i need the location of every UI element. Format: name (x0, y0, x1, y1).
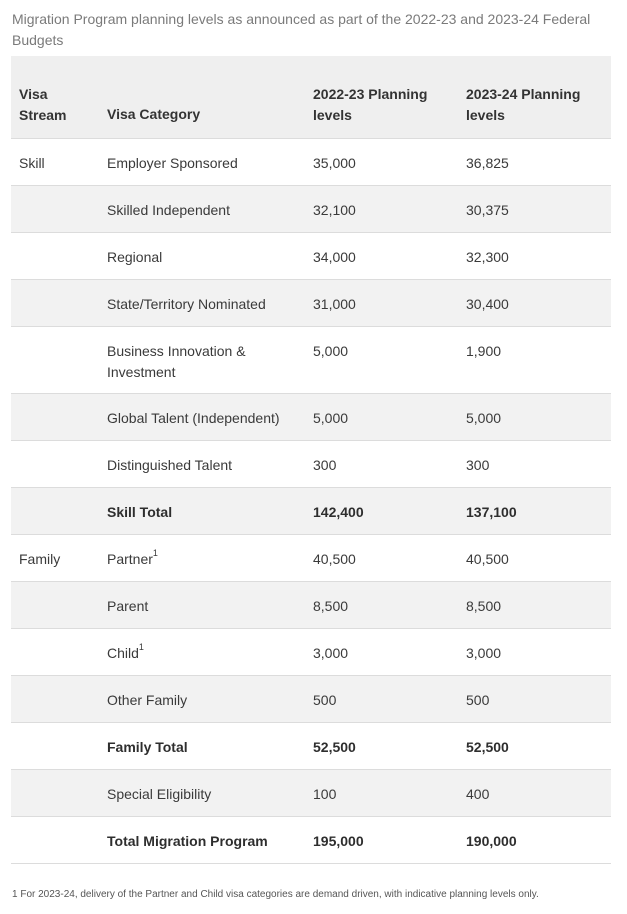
cell-2023-24-text: 8,500 (466, 597, 502, 614)
header-2023-24: 2023-24 Planning levels (458, 56, 611, 138)
cell-2022-23-text: 52,500 (313, 738, 356, 755)
cell-visa-stream (11, 279, 99, 326)
cell-2022-23 (305, 232, 458, 279)
cell-2023-24-text: 52,500 (466, 738, 509, 755)
cell-visa-category (99, 534, 305, 581)
cell-2023-24-text: 30,400 (466, 295, 509, 312)
cell-2023-24 (458, 769, 611, 816)
cell-2023-24-text: 400 (466, 785, 490, 802)
table-row (11, 440, 611, 487)
header-2022-23: 2022-23 Planning levels (305, 56, 458, 138)
table-header-row (11, 56, 611, 138)
cell-2023-24 (458, 628, 611, 675)
cell-2022-23 (305, 279, 458, 326)
table-row (11, 326, 611, 393)
cell-visa-stream (11, 722, 99, 769)
cell-visa-category-text: Distinguished Talent (107, 456, 233, 473)
cell-visa-category-text: Family Total (107, 738, 188, 755)
cell-2023-24 (458, 487, 611, 534)
cell-visa-category-text: Special Eligibility (107, 785, 212, 802)
cell-2023-24 (458, 185, 611, 232)
cell-visa-stream (11, 769, 99, 816)
cell-visa-category (99, 326, 305, 393)
cell-2022-23-text: 500 (313, 691, 337, 708)
cell-visa-stream (11, 393, 99, 440)
table-row (11, 534, 611, 581)
cell-visa-category (99, 769, 305, 816)
cell-2023-24-text: 190,000 (466, 832, 517, 849)
table-row (11, 138, 611, 185)
cell-2022-23-text: 5,000 (313, 409, 349, 426)
cell-visa-stream-text: Family (19, 550, 61, 567)
cell-2022-23-text: 32,100 (313, 201, 356, 218)
cell-2023-24 (458, 675, 611, 722)
cell-visa-stream (11, 581, 99, 628)
cell-2022-23 (305, 816, 458, 863)
cell-visa-category (99, 440, 305, 487)
cell-visa-stream (11, 534, 99, 581)
cell-2022-23 (305, 138, 458, 185)
header-visa-stream: Visa Stream (11, 56, 99, 138)
footnote-marker: 1 (138, 641, 144, 652)
cell-visa-category-text: Child (107, 644, 139, 661)
cell-2023-24-text: 500 (466, 691, 490, 708)
table-row (11, 279, 611, 326)
cell-visa-category-text: Business Innovation & Investment (107, 342, 246, 380)
cell-visa-category-text: Regional (107, 248, 163, 265)
cell-2023-24-text: 30,375 (466, 201, 509, 218)
header-visa-category: Visa Category (99, 56, 305, 138)
cell-2023-24 (458, 722, 611, 769)
cell-visa-category-text: Global Talent (Independent) (107, 409, 280, 426)
cell-visa-category (99, 628, 305, 675)
cell-visa-category-text: Partner (107, 550, 153, 567)
cell-2023-24-text: 137,100 (466, 503, 517, 520)
cell-visa-stream (11, 816, 99, 863)
cell-2022-23-text: 34,000 (313, 248, 356, 265)
cell-2022-23 (305, 769, 458, 816)
cell-visa-category (99, 279, 305, 326)
cell-2023-24-text: 32,300 (466, 248, 509, 265)
cell-2023-24-text: 3,000 (466, 644, 502, 661)
cell-visa-stream (11, 675, 99, 722)
cell-visa-category-text: Skilled Independent (107, 201, 230, 218)
cell-2022-23-text: 142,400 (313, 503, 364, 520)
cell-visa-category (99, 393, 305, 440)
cell-visa-category-text: Total Migration Program (107, 832, 268, 849)
cell-2022-23 (305, 440, 458, 487)
cell-2023-24 (458, 581, 611, 628)
cell-visa-category (99, 232, 305, 279)
cell-2022-23-text: 100 (313, 785, 337, 802)
cell-2022-23 (305, 628, 458, 675)
cell-2022-23-text: 5,000 (313, 342, 349, 359)
cell-visa-stream (11, 628, 99, 675)
cell-2023-24-text: 300 (466, 456, 490, 473)
cell-2023-24 (458, 232, 611, 279)
cell-2023-24 (458, 440, 611, 487)
cell-visa-category (99, 816, 305, 863)
cell-2022-23 (305, 675, 458, 722)
table-row (11, 816, 611, 863)
cell-2022-23 (305, 185, 458, 232)
cell-visa-category-text: State/Territory Nominated (107, 295, 266, 312)
cell-visa-category (99, 722, 305, 769)
cell-2023-24-text: 1,900 (466, 342, 502, 359)
table-row (11, 769, 611, 816)
table-row (11, 722, 611, 769)
cell-2023-24 (458, 279, 611, 326)
cell-2022-23-text: 40,500 (313, 550, 356, 567)
cell-2022-23 (305, 393, 458, 440)
cell-2022-23-text: 3,000 (313, 644, 349, 661)
footnote: 1 For 2023-24, delivery of the Partner and Child visa categories are demand driven, with indicative planning levels only. (12, 889, 539, 900)
cell-2022-23 (305, 326, 458, 393)
cell-visa-category-text: Employer Sponsored (107, 154, 238, 171)
cell-2023-24-text: 5,000 (466, 409, 502, 426)
cell-2023-24-text: 36,825 (466, 154, 509, 171)
table-caption: Migration Program planning levels as announced as part of the 2022-23 and 2023-24 Federal Budgets (12, 11, 591, 48)
cell-visa-stream (11, 185, 99, 232)
cell-visa-stream (11, 138, 99, 185)
table-row (11, 628, 611, 675)
cell-visa-stream (11, 487, 99, 534)
cell-visa-category (99, 581, 305, 628)
cell-visa-category (99, 487, 305, 534)
footnote-marker: 1 (152, 547, 158, 558)
cell-2023-24 (458, 393, 611, 440)
cell-2023-24 (458, 534, 611, 581)
cell-visa-category (99, 138, 305, 185)
cell-2023-24-text: 40,500 (466, 550, 509, 567)
table-row (11, 232, 611, 279)
cell-visa-stream (11, 440, 99, 487)
cell-2022-23-text: 195,000 (313, 832, 364, 849)
table-row (11, 675, 611, 722)
cell-2022-23-text: 8,500 (313, 597, 349, 614)
cell-visa-category (99, 185, 305, 232)
cell-visa-stream (11, 326, 99, 393)
table-row (11, 581, 611, 628)
cell-2022-23-text: 300 (313, 456, 337, 473)
cell-visa-stream-text: Skill (19, 154, 45, 171)
cell-visa-category (99, 675, 305, 722)
cell-2022-23 (305, 487, 458, 534)
cell-2023-24 (458, 816, 611, 863)
cell-visa-category-text: Skill Total (107, 503, 173, 520)
cell-2022-23 (305, 722, 458, 769)
cell-2022-23 (305, 581, 458, 628)
migration-planning-table (11, 56, 611, 864)
cell-2023-24 (458, 326, 611, 393)
table-row (11, 185, 611, 232)
cell-visa-category-text: Parent (107, 597, 149, 614)
cell-2022-23-text: 31,000 (313, 295, 356, 312)
cell-2023-24 (458, 138, 611, 185)
table-row (11, 487, 611, 534)
table-row (11, 393, 611, 440)
cell-2022-23 (305, 534, 458, 581)
cell-2022-23-text: 35,000 (313, 154, 356, 171)
cell-visa-category-text: Other Family (107, 691, 188, 708)
cell-visa-stream (11, 232, 99, 279)
